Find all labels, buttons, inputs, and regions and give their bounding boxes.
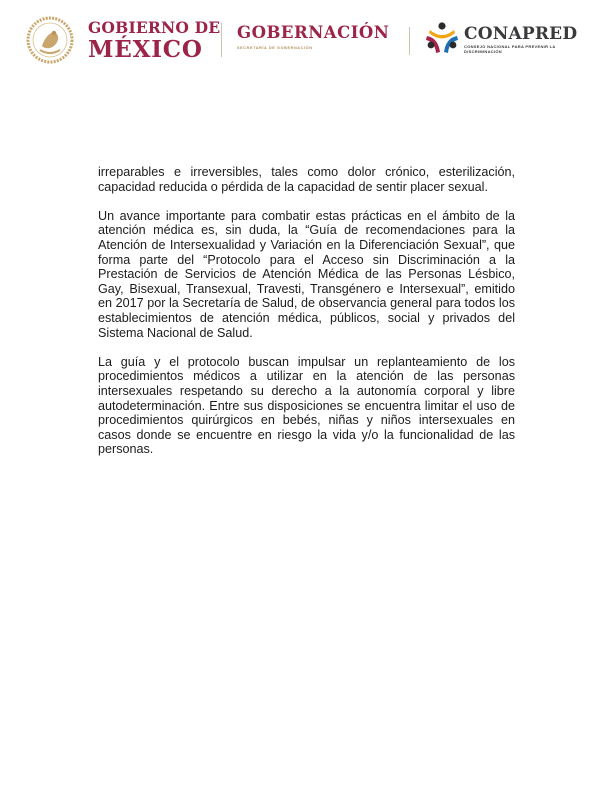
letterhead: [0, 0, 612, 80]
gobernacion-logo: [237, 25, 389, 50]
conapred-people-icon: [424, 20, 460, 56]
paragraph: Un avance importante para combatir estas prácticas en el ámbito de la atención médica es, sin duda, la “Guía de recomendaciones para la Atención de Intersexualidad y Variación en la Diferenciación Sexual”, que forma parte del “Protocolo para el Acceso sin Discriminación a la Prestación de Servicios de Atención Médica de las Personas Lésbico, Gay, Bisexual, Transexual, Travesti, Transgénero e Intersexual”, emitido en 2017 por la Secretaría de Salud, de observancia general para todos los establecimientos de atención médica, públicos, social y privados del Sistema Nacional de Salud.: [98, 208, 515, 340]
gobierno-logo-line2: MÉXICO: [88, 35, 203, 63]
paragraph: irreparables e irreversibles, tales como dolor crónico, esterilización, capacidad reducida o pérdida de la capacidad de sentir placer sexual.: [98, 165, 515, 194]
header-divider: [409, 27, 410, 55]
gobernacion-name: GOBERNACIÓN: [237, 23, 390, 42]
document-body: [98, 165, 515, 471]
gobierno-de-mexico-logo: [88, 20, 220, 61]
gobierno-logo-line1: GOBIERNO DE: [88, 18, 221, 37]
conapred-logo: [464, 26, 577, 54]
gobernacion-subtitle: SECRETARÍA DE GOBERNACIÓN: [237, 45, 313, 50]
paragraph: La guía y el protocolo buscan impulsar un replanteamiento de los procedimientos médicos a utilizar en la atención de las personas intersexuales respetando su derecho a la autonomía corporal y libre autodeterminación. Entre sus disposiciones se encuentra limitar el uso de procedimientos quirúrgicos en bebés, niñas y niños intersexuales en casos donde se encuentre en riesgo la vida y/o la funcionalidad de las personas.: [98, 354, 515, 457]
conapred-subtitle: CONSEJO NACIONAL PARA PREVENIR LA DISCRIMINACIÓN: [464, 44, 556, 54]
conapred-name: CONAPRED: [464, 24, 578, 44]
header-divider: [221, 23, 222, 57]
mexico-coat-of-arms-seal-icon: [26, 16, 74, 64]
